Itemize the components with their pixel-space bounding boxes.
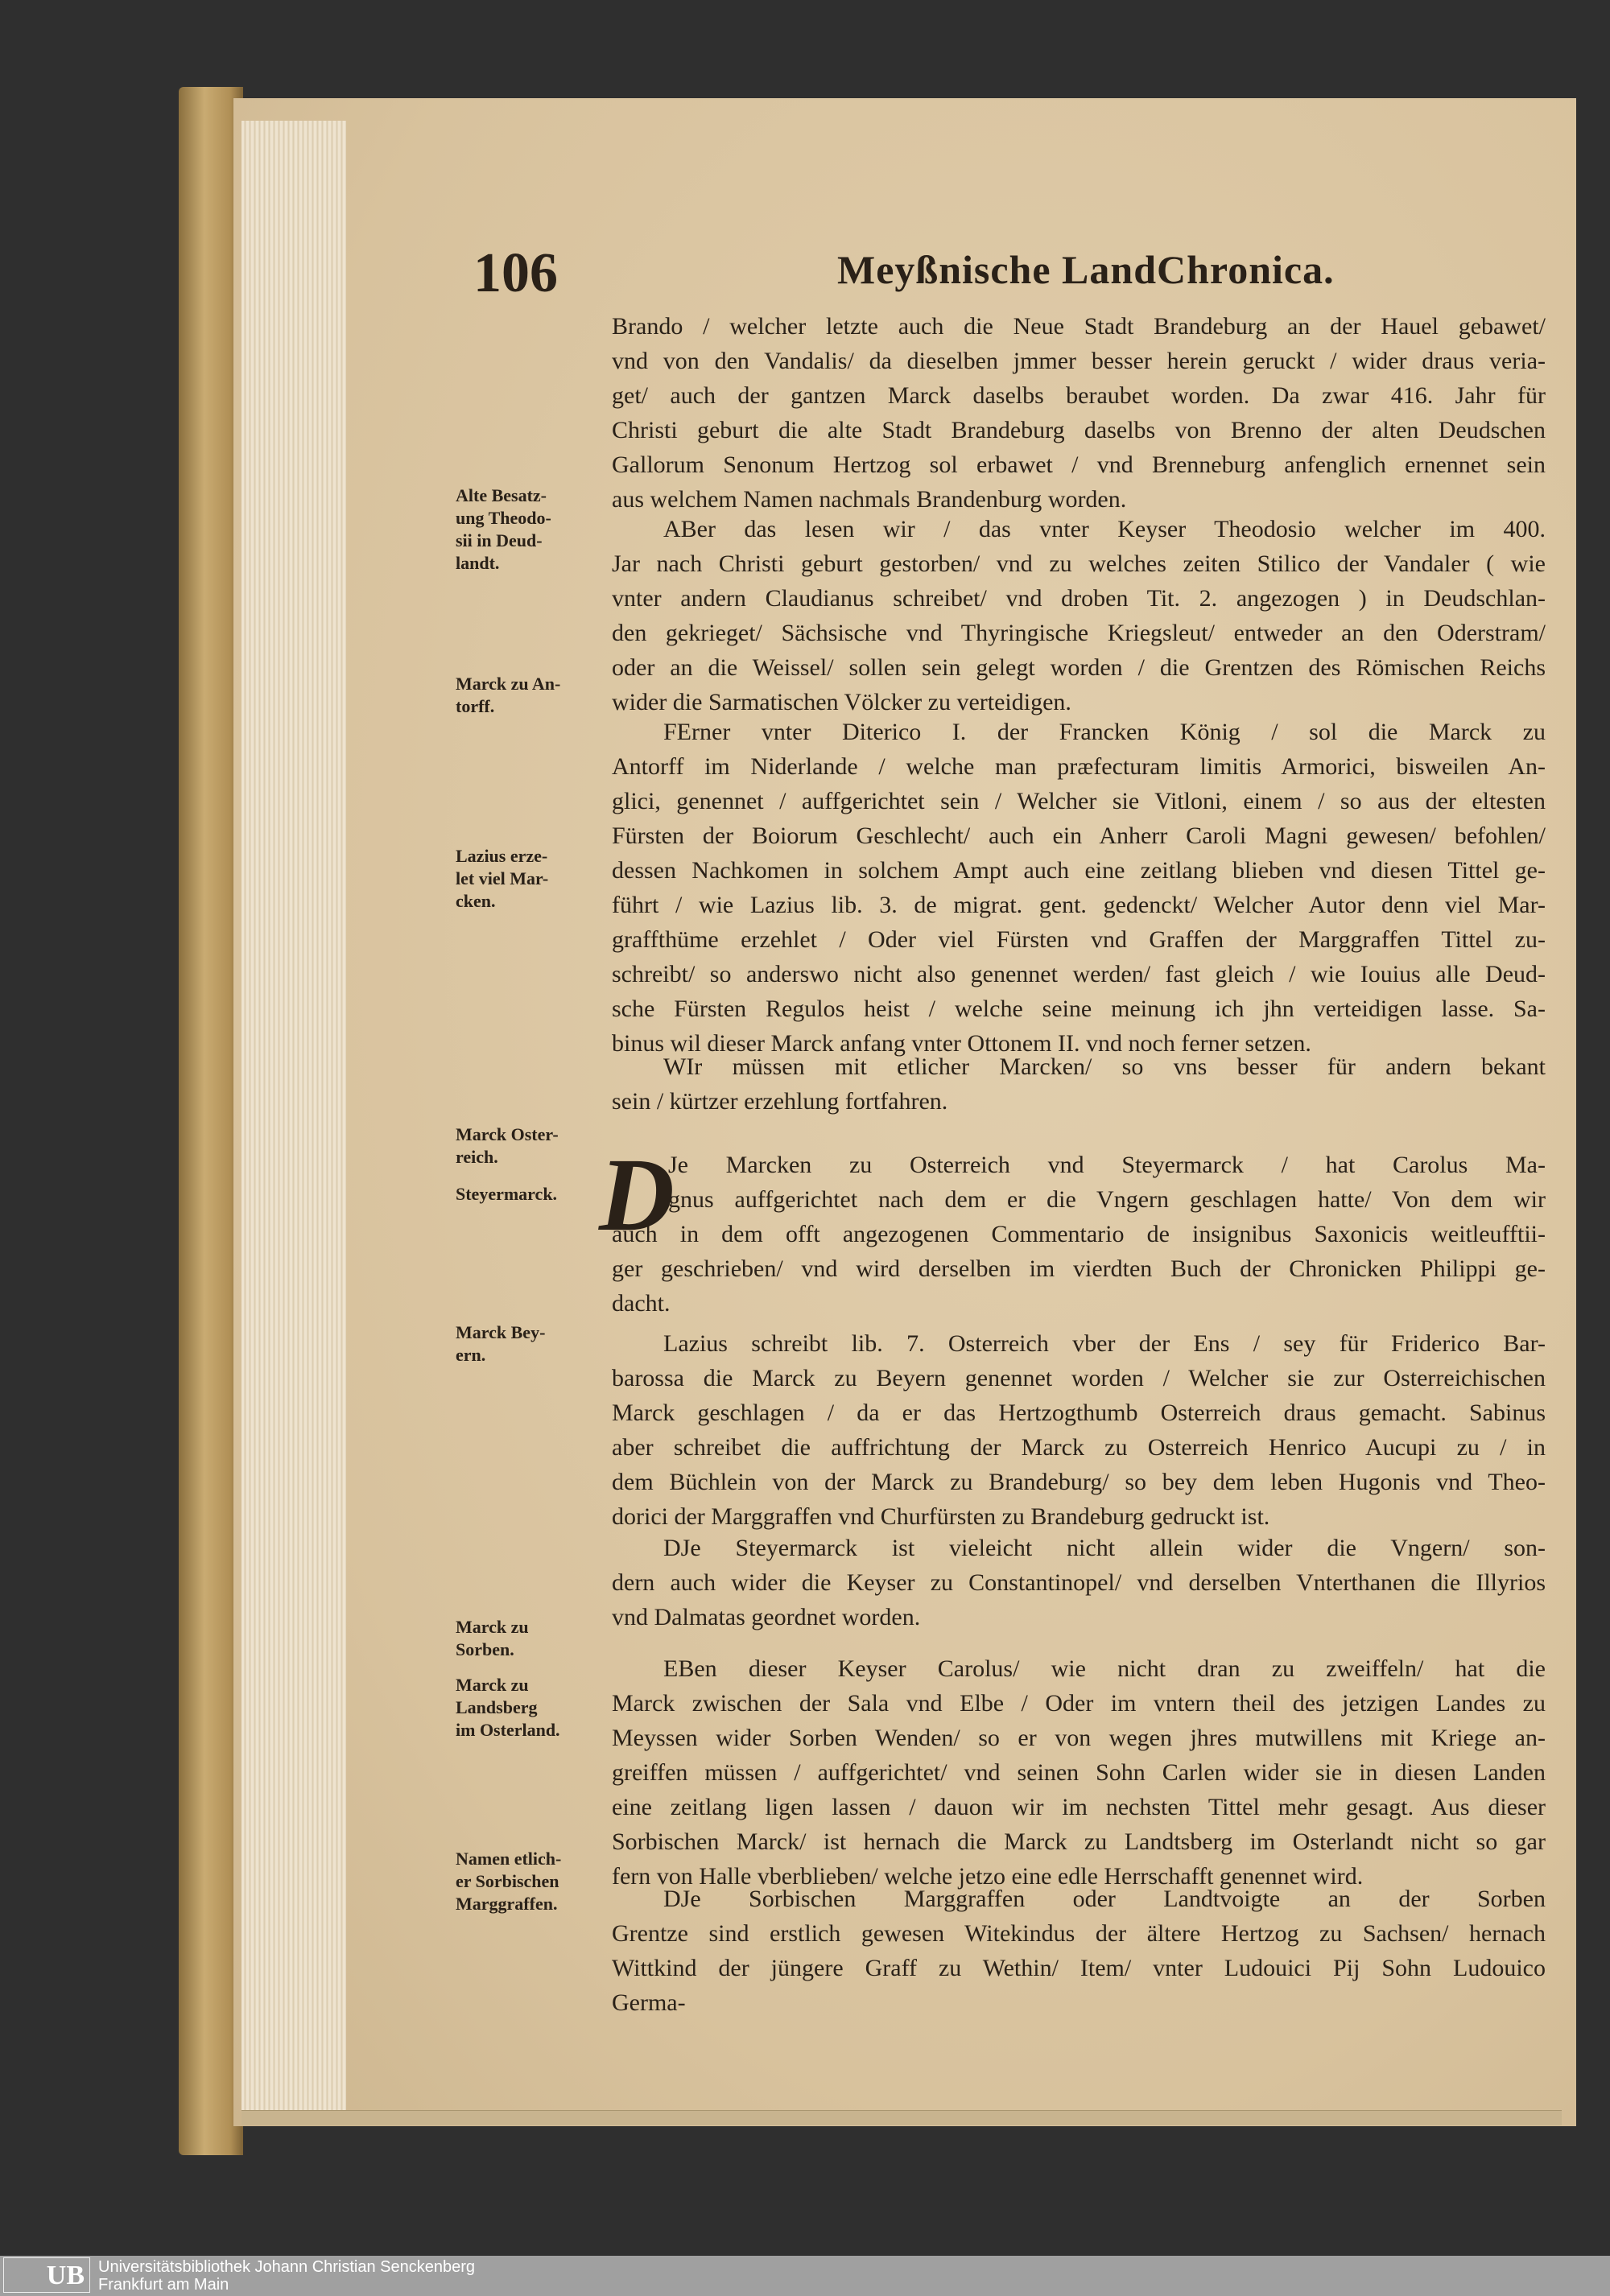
margin-note-line: Marck zu	[456, 1675, 529, 1695]
margin-note-line: im Osterland.	[456, 1720, 560, 1740]
paragraph	[612, 1882, 1546, 2020]
margin-note	[456, 484, 592, 575]
text-line: Brando / welcher letzte auch die Neue Stadt Brandeburg an der Hauel gebawet/	[612, 313, 1546, 340]
running-head: Meyßnische LandChronica.	[837, 247, 1335, 292]
margin-note	[456, 1123, 592, 1169]
footer-bar	[0, 2256, 1610, 2296]
text-line: dacht.	[612, 1290, 671, 1317]
text-line: Wittkind der jüngere Graff zu Wethin/ Item/ vnter Ludouici Pij Sohn Ludouico	[612, 1955, 1546, 1981]
paragraph	[612, 1049, 1546, 1119]
margin-note-line: Landsberg	[456, 1697, 538, 1717]
paragraph	[612, 1651, 1546, 1894]
text-line: DJe Steyermarck ist vieleicht nicht allein wider die Vngern/ son-	[663, 1535, 1546, 1561]
margin-note-line: er Sorbischen	[456, 1871, 559, 1891]
margin-note-line: reich.	[456, 1147, 498, 1167]
margin-note-line: Alte Besatz-	[456, 485, 547, 505]
text-line: Sorbischen Marck/ ist hernach die Marck zu Landtsberg im Osterlandt nicht so gar	[612, 1828, 1546, 1855]
text-line: Christi geburt die alte Stadt Brandeburg daselbs von Brenno der alten Deudschen	[612, 417, 1546, 443]
page-bottom-edge	[242, 2110, 1562, 2125]
text-line: EBen dieser Keyser Carolus/ wie nicht dran zu zweiffeln/ hat die	[663, 1655, 1546, 1682]
text-line: FErner vnter Diterico I. der Francken König / sol die Marck zu	[663, 719, 1546, 745]
margin-note-line: Marck Bey-	[456, 1322, 546, 1342]
footer-institution: Universitätsbibliothek Johann Christian Senckenberg	[98, 2258, 476, 2276]
page-number: 106	[473, 242, 558, 304]
text-line: Lazius schreibt lib. 7. Osterreich vber der Ens / sey für Friderico Bar-	[663, 1330, 1546, 1357]
margin-note-line: Marck zu	[456, 1617, 529, 1637]
text-line: graffthüme erzehlet / Oder viel Fürsten vnd Graffen der Marggraffen Tittel zu-	[612, 926, 1546, 953]
text-line: Grentze sind erstlich gewesen Witekindus der ältere Hertzog zu Sachsen/ hernach	[612, 1920, 1546, 1947]
text-line: auch in dem offt angezogenen Commentario de insignibus Saxonicis weitleufftii-	[612, 1221, 1546, 1247]
margin-note	[456, 1183, 592, 1206]
text-line: WIr müssen mit etlicher Marcken/ so vns besser für andern bekant	[663, 1053, 1546, 1080]
paragraph	[612, 309, 1546, 517]
margin-note-line: cken.	[456, 891, 496, 911]
text-line: dorici der Marggraffen vnd Churfürsten zu Brandeburg gedruckt ist.	[612, 1503, 1270, 1530]
paragraph	[612, 715, 1546, 1061]
text-line: Fürsten der Boiorum Geschlecht/ auch ein Anherr Caroli Magni gewesen/ befohlen/	[612, 822, 1546, 849]
text-line: glici, genennet / auffgerichtet sein / Welcher sie Vitloni, einem / so aus der eltesten	[612, 788, 1546, 814]
text-line: aber schreibet die auffrichtung der Marck zu Osterreich Henrico Aucupi zu / in	[612, 1434, 1546, 1461]
text-line: gnus auffgerichtet nach dem er die Vngern geschlagen hatte/ Von dem wir	[668, 1186, 1546, 1213]
margin-note	[456, 845, 592, 913]
margin-note-line: Marck zu An-	[456, 674, 561, 694]
paragraph	[612, 512, 1546, 719]
margin-note-line: Lazius erze-	[456, 846, 548, 866]
margin-note-line: torff.	[456, 696, 495, 716]
text-line: schreibt/ so anderswo nicht also genennet werden/ fast gleich / wie Iouius alle Deud-	[612, 961, 1546, 987]
text-line: Marck geschlagen / da er das Hertzogthumb Osterreich draus gemacht. Sabinus	[612, 1399, 1546, 1426]
text-line: ger geschrieben/ vnd wird derselben im vierdten Buch der Chronicken Philippi ge-	[612, 1255, 1546, 1282]
text-line: vnter andern Claudianus schreibet/ vnd droben Tit. 2. angezogen ) in Deudschlan-	[612, 585, 1546, 612]
footer-city: Frankfurt am Main	[98, 2276, 229, 2294]
text-line: fern von Halle vberblieben/ welche jetzo eine edle Herrschafft genennet wird.	[612, 1863, 1364, 1890]
margin-note-line: let viel Mar-	[456, 868, 549, 888]
margin-note-line: landt.	[456, 553, 500, 573]
text-line: sche Fürsten Regulos heist / welche seine meinung ich jhn verteidigen lasse. Sa-	[612, 995, 1546, 1022]
text-line: Je Marcken zu Osterreich vnd Steyermarck / hat Carolus Ma-	[668, 1152, 1546, 1178]
margin-note	[456, 1321, 592, 1366]
text-line: Antorff im Niderlande / welche man præfecturam limitis Armorici, bisweilen An-	[612, 753, 1546, 780]
margin-note	[456, 1616, 592, 1661]
text-line: eine zeitlang ligen lassen / dauon wir im nechsten Tittel mehr gesagt. Aus dieser	[612, 1794, 1546, 1820]
text-line: wider die Sarmatischen Völcker zu verteidigen.	[612, 689, 1071, 715]
margin-note-line: ern.	[456, 1345, 486, 1365]
text-line: greiffen müssen / auffgerichtet/ vnd seinen Sohn Carlen wider sie in diesen Landen	[612, 1759, 1546, 1786]
margin-note-line: Sorben.	[456, 1639, 514, 1659]
text-line: vnd von den Vandalis/ da dieselben jmmer besser herein geruckt / wider draus veria-	[612, 348, 1546, 374]
paragraph	[612, 1148, 1546, 1321]
text-line: Gallorum Senonum Hertzog sol erbawet / vnd Brenneburg anfenglich ernennet sein	[612, 451, 1546, 478]
paragraph	[612, 1531, 1546, 1634]
paragraph	[612, 1326, 1546, 1534]
margin-note-line: ung Theodo-	[456, 508, 551, 528]
text-line: binus wil dieser Marck anfang vnter Ottonem II. vnd noch ferner setzen.	[612, 1030, 1311, 1057]
ub-logo: UB	[3, 2257, 90, 2293]
text-line: ABer das lesen wir / das vnter Keyser Theodosio welcher im 400.	[663, 516, 1546, 542]
margin-note	[456, 1848, 592, 1915]
margin-note-line: Marggraffen.	[456, 1894, 558, 1914]
text-line: vnd Dalmatas geordnet worden.	[612, 1604, 921, 1630]
text-line: dem Büchlein von der Marck zu Brandeburg/ so bey dem leben Hugonis vnd Theo-	[612, 1469, 1546, 1495]
margin-note	[456, 673, 592, 718]
text-line: führt / wie Lazius lib. 3. de migrat. gent. gedenckt/ Welcher Autor denn viel Mar-	[612, 892, 1546, 918]
text-line: get/ auch der gantzen Marck daselbs beraubet worden. Da zwar 416. Jahr für	[612, 382, 1546, 409]
margin-note-line: Marck Oster-	[456, 1124, 559, 1144]
text-line: oder an die Weissel/ sollen sein gelegt worden / die Grentzen des Römischen Reichs	[612, 654, 1546, 681]
text-line: dessen Nachkomen in solchem Ampt auch eine zeitlang blieben vnd diesen Tittel ge-	[612, 857, 1546, 884]
text-line: dern auch wider die Keyser zu Constantinopel/ vnd derselben Vnterthanen die Illyrios	[612, 1569, 1546, 1596]
text-line: aus welchem Namen nachmals Brandenburg worden.	[612, 486, 1127, 513]
text-line: Marck zwischen der Sala vnd Elbe / Oder im vntern theil des jetzigen Landes zu	[612, 1690, 1546, 1717]
text-line: sein / kürtzer erzehlung fortfahren.	[612, 1088, 948, 1115]
margin-note-line: Steyermarck.	[456, 1184, 558, 1204]
text-line: Meyssen wider Sorben Wenden/ so er von wegen jhres mutwillens mit Kriege an-	[612, 1725, 1546, 1751]
margin-note-line: Namen etlich-	[456, 1849, 562, 1869]
drop-cap: D	[599, 1137, 675, 1253]
margin-note	[456, 1674, 592, 1742]
text-line: DJe Sorbischen Marggraffen oder Landtvoigte an der Sorben	[663, 1886, 1546, 1912]
margin-note-line: sii in Deud-	[456, 530, 543, 550]
page-leaves-edge	[242, 121, 346, 2117]
text-line: Jar nach Christi geburt gestorben/ vnd zu welches zeiten Stilico der Vandaler ( wie	[612, 550, 1546, 577]
text-line: barossa die Marck zu Beyern genennet worden / Welcher sie zur Osterreichischen	[612, 1365, 1546, 1391]
text-line: Germa-	[612, 1989, 686, 2016]
text-line: den gekrieget/ Sächsische vnd Thyringische Kriegsleut/ entweder an den Oderstram/	[612, 620, 1546, 646]
